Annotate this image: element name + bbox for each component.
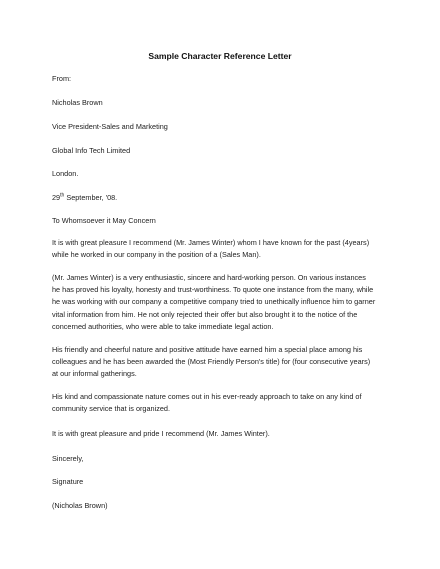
sender-city: London. — [52, 169, 79, 178]
paragraph-line: while he worked in our company in the position of a (Sales Man). — [52, 250, 261, 260]
paragraph-line: he has proved his loyalty, honesty and trust-worthiness. To quote one instance from the many, while — [52, 285, 374, 295]
paragraph-3 — [52, 344, 397, 381]
paragraph-4 — [52, 391, 397, 415]
signature: Signature — [52, 477, 84, 486]
salutation: To Whomsoever it May Concern — [52, 216, 156, 225]
closing: Sincerely, — [52, 454, 84, 463]
signature-name: (Nicholas Brown) — [52, 501, 108, 510]
paragraph-line: concerned authorities, who were able to take immediate legal action. — [52, 321, 274, 331]
paragraph-line: His friendly and cheerful nature and positive attitude have earned him a special place among his — [52, 345, 363, 354]
sender-name: Nicholas Brown — [52, 98, 103, 107]
page-title: Sample Character Reference Letter — [148, 51, 292, 61]
sender-position: Vice President-Sales and Marketing — [52, 122, 168, 131]
date-rest: September, '08. — [64, 193, 118, 202]
date-day: 29 — [52, 193, 61, 202]
paragraph-line: he was working with our company a competitive company tried to unethically influence him to garner — [52, 297, 376, 307]
paragraph-line: His kind and compassionate nature comes out in his ever-ready approach to take on any kind of — [52, 392, 362, 401]
sender-company: Global Info Tech Limited — [52, 146, 131, 155]
paragraph-line: at our informal gatherings. — [52, 369, 137, 379]
paragraph-2 — [52, 272, 397, 333]
paragraph-1 — [52, 237, 397, 261]
letter-date — [52, 193, 117, 203]
date-suffix: th — [60, 192, 65, 199]
from-label: From: — [52, 74, 72, 83]
paragraph-line: It is with great pleasure I recommend (Mr. James Winter) whom I have known for the past (4years) — [52, 238, 370, 247]
paragraph-line: community service that is organized. — [52, 404, 171, 414]
paragraph-5 — [52, 428, 397, 440]
paragraph-line: It is with great pleasure and pride I recommend (Mr. James Winter). — [52, 429, 270, 438]
paragraph-line: vital information from him. He not only rejected their offer but also brought it to the notice of the — [52, 309, 358, 319]
paragraph-line: (Mr. James Winter) is a very enthusiastic, sincere and hard-working person. On various instances — [52, 273, 366, 282]
paragraph-line: colleagues and he has been awarded the (Most Friendly Person's title) for (four consecutive years) — [52, 357, 371, 367]
